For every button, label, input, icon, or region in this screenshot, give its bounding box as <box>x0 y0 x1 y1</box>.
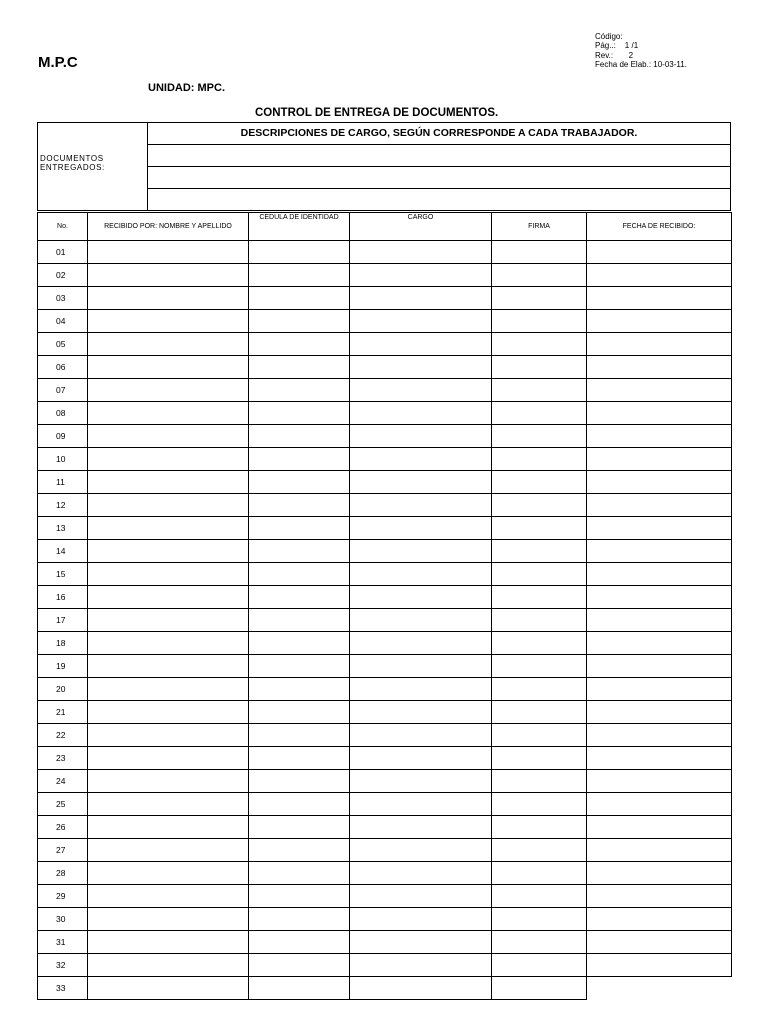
cell-received-date[interactable] <box>587 563 732 586</box>
row-number: 02 <box>38 264 88 287</box>
row-number: 31 <box>38 931 88 954</box>
table-row <box>38 517 732 540</box>
row-number: 26 <box>38 816 88 839</box>
row-number: 28 <box>38 862 88 885</box>
cell-signature[interactable] <box>492 885 587 908</box>
row-number: 05 <box>38 333 88 356</box>
row-number: 19 <box>38 655 88 678</box>
table-row <box>38 747 732 770</box>
table-row <box>38 310 732 333</box>
cell-received-by[interactable] <box>88 931 249 954</box>
row-number: 10 <box>38 448 88 471</box>
cell-received-date[interactable] <box>587 609 732 632</box>
row-number: 20 <box>38 678 88 701</box>
cell-id-card[interactable] <box>249 471 350 494</box>
table-row <box>38 655 732 678</box>
table-row <box>38 609 732 632</box>
cell-signature[interactable] <box>492 724 587 747</box>
cell-signature[interactable] <box>492 425 587 448</box>
cell-position[interactable] <box>350 540 492 563</box>
cell-received-by[interactable] <box>88 517 249 540</box>
cell-received-by[interactable] <box>88 747 249 770</box>
table-row <box>38 793 732 816</box>
table-row <box>38 724 732 747</box>
cell-received-date[interactable] <box>587 310 732 333</box>
table-row <box>38 494 732 517</box>
table-row <box>38 264 732 287</box>
cell-received-date[interactable] <box>587 425 732 448</box>
cell-received-date[interactable] <box>587 747 732 770</box>
cell-position[interactable] <box>350 517 492 540</box>
cell-received-date[interactable] <box>587 954 732 977</box>
row-number: 14 <box>38 540 88 563</box>
row-number: 23 <box>38 747 88 770</box>
cell-id-card[interactable] <box>249 701 350 724</box>
cell-received-by[interactable] <box>88 287 249 310</box>
cell-id-card[interactable] <box>249 241 350 264</box>
cell-received-date[interactable] <box>587 402 732 425</box>
cell-received-date[interactable] <box>587 632 732 655</box>
cell-id-card[interactable] <box>249 770 350 793</box>
table-row <box>38 241 732 264</box>
row-number: 22 <box>38 724 88 747</box>
cell-received-by[interactable] <box>88 241 249 264</box>
cell-signature[interactable] <box>492 586 587 609</box>
meta-date: Fecha de Elab.: 10-03-11. <box>595 60 687 70</box>
cell-signature[interactable] <box>492 540 587 563</box>
cell-position[interactable] <box>350 931 492 954</box>
row-number: 21 <box>38 701 88 724</box>
cell-id-card[interactable] <box>249 908 350 931</box>
meta-code: Código: <box>595 32 623 41</box>
cell-received-date[interactable] <box>587 241 732 264</box>
cell-received-date[interactable] <box>587 862 732 885</box>
table-row <box>38 471 732 494</box>
delivery-table <box>37 212 732 1000</box>
cell-id-card[interactable] <box>249 563 350 586</box>
cell-position[interactable] <box>350 241 492 264</box>
table-row <box>38 770 732 793</box>
column-header-received-by: RECIBIDO POR: NOMBRE Y APELLIDO <box>88 213 249 241</box>
table-row <box>38 678 732 701</box>
cell-signature[interactable] <box>492 770 587 793</box>
cell-position[interactable] <box>350 310 492 333</box>
cell-id-card[interactable] <box>249 793 350 816</box>
description-line[interactable] <box>148 189 730 211</box>
cell-received-by[interactable] <box>88 333 249 356</box>
row-number: 30 <box>38 908 88 931</box>
cell-received-date[interactable] <box>587 724 732 747</box>
cell-received-date[interactable] <box>587 264 732 287</box>
cell-signature[interactable] <box>492 862 587 885</box>
cell-signature[interactable] <box>492 333 587 356</box>
cell-signature[interactable] <box>492 931 587 954</box>
cell-received-by[interactable] <box>88 862 249 885</box>
cell-received-by[interactable] <box>88 310 249 333</box>
cell-signature[interactable] <box>492 517 587 540</box>
cell-position[interactable] <box>350 586 492 609</box>
cell-received-date[interactable] <box>587 471 732 494</box>
row-number: 27 <box>38 839 88 862</box>
cell-id-card[interactable] <box>249 264 350 287</box>
cell-id-card[interactable] <box>249 977 350 1000</box>
table-row <box>38 908 732 931</box>
cell-signature[interactable] <box>492 632 587 655</box>
cell-signature[interactable] <box>492 471 587 494</box>
cell-id-card[interactable] <box>249 724 350 747</box>
cell-id-card[interactable] <box>249 885 350 908</box>
document-metadata <box>595 32 687 70</box>
row-number: 03 <box>38 287 88 310</box>
table-row <box>38 862 732 885</box>
cell-position[interactable] <box>350 770 492 793</box>
table-row <box>38 586 732 609</box>
cell-received-by[interactable] <box>88 908 249 931</box>
cell-position[interactable] <box>350 655 492 678</box>
cell-signature[interactable] <box>492 655 587 678</box>
cell-received-date[interactable] <box>587 494 732 517</box>
cell-position[interactable] <box>350 563 492 586</box>
description-line[interactable] <box>148 167 730 189</box>
cell-received-date[interactable] <box>587 977 732 1000</box>
cell-id-card[interactable] <box>249 517 350 540</box>
cell-id-card[interactable] <box>249 540 350 563</box>
cell-received-by[interactable] <box>88 448 249 471</box>
cell-received-by[interactable] <box>88 885 249 908</box>
cell-position[interactable] <box>350 747 492 770</box>
cell-received-date[interactable] <box>587 816 732 839</box>
cell-position[interactable] <box>350 264 492 287</box>
cell-signature[interactable] <box>492 356 587 379</box>
row-number: 16 <box>38 586 88 609</box>
cell-position[interactable] <box>350 287 492 310</box>
cell-signature[interactable] <box>492 701 587 724</box>
cell-position[interactable] <box>350 609 492 632</box>
cell-position[interactable] <box>350 402 492 425</box>
cell-received-date[interactable] <box>587 908 732 931</box>
description-header: DESCRIPCIONES DE CARGO, SEGÚN CORRESPONDE A CADA TRABAJADOR. <box>148 123 730 145</box>
cell-position[interactable] <box>350 333 492 356</box>
row-number: 07 <box>38 379 88 402</box>
cell-signature[interactable] <box>492 402 587 425</box>
cell-signature[interactable] <box>492 494 587 517</box>
cell-position[interactable] <box>350 471 492 494</box>
cell-id-card[interactable] <box>249 954 350 977</box>
cell-position[interactable] <box>350 701 492 724</box>
cell-position[interactable] <box>350 356 492 379</box>
cell-received-by[interactable] <box>88 425 249 448</box>
cell-received-date[interactable] <box>587 839 732 862</box>
cell-received-by[interactable] <box>88 540 249 563</box>
row-number: 29 <box>38 885 88 908</box>
column-header-received-date: FECHA DE RECIBIDO: <box>587 213 732 241</box>
column-header-position: CARGO <box>350 213 492 241</box>
cell-received-date[interactable] <box>587 586 732 609</box>
cell-id-card[interactable] <box>249 655 350 678</box>
cell-signature[interactable] <box>492 816 587 839</box>
cell-position[interactable] <box>350 678 492 701</box>
cell-received-date[interactable] <box>587 517 732 540</box>
description-lines <box>148 123 730 210</box>
cell-signature[interactable] <box>492 264 587 287</box>
cell-received-by[interactable] <box>88 379 249 402</box>
row-number: 08 <box>38 402 88 425</box>
unit-label: UNIDAD: MPC. <box>148 82 225 94</box>
cell-id-card[interactable] <box>249 586 350 609</box>
cell-received-by[interactable] <box>88 586 249 609</box>
cell-received-date[interactable] <box>587 448 732 471</box>
cell-position[interactable] <box>350 885 492 908</box>
cell-received-date[interactable] <box>587 793 732 816</box>
table-row <box>38 977 732 1000</box>
cell-id-card[interactable] <box>249 678 350 701</box>
cell-signature[interactable] <box>492 310 587 333</box>
cell-received-date[interactable] <box>587 770 732 793</box>
cell-received-date[interactable] <box>587 931 732 954</box>
cell-signature[interactable] <box>492 379 587 402</box>
cell-position[interactable] <box>350 379 492 402</box>
row-number: 06 <box>38 356 88 379</box>
cell-position[interactable] <box>350 494 492 517</box>
cell-received-date[interactable] <box>587 379 732 402</box>
table-row <box>38 333 732 356</box>
cell-id-card[interactable] <box>249 862 350 885</box>
cell-position[interactable] <box>350 839 492 862</box>
table-row <box>38 954 732 977</box>
cell-received-by[interactable] <box>88 609 249 632</box>
cell-id-card[interactable] <box>249 816 350 839</box>
cell-received-by[interactable] <box>88 839 249 862</box>
cell-received-by[interactable] <box>88 977 249 1000</box>
cell-id-card[interactable] <box>249 356 350 379</box>
table-row <box>38 356 732 379</box>
description-line[interactable] <box>148 145 730 167</box>
cell-signature[interactable] <box>492 678 587 701</box>
row-number: 12 <box>38 494 88 517</box>
table-row <box>38 379 732 402</box>
cell-received-by[interactable] <box>88 494 249 517</box>
row-number: 01 <box>38 241 88 264</box>
table-row <box>38 931 732 954</box>
cell-received-date[interactable] <box>587 885 732 908</box>
cell-received-by[interactable] <box>88 770 249 793</box>
table-row <box>38 885 732 908</box>
column-header-id-card: CEDULA DE IDENTIDAD <box>249 213 350 241</box>
table-row <box>38 839 732 862</box>
cell-received-date[interactable] <box>587 701 732 724</box>
row-number: 33 <box>38 977 88 1000</box>
cell-received-by[interactable] <box>88 264 249 287</box>
organization-name: M.P.C <box>38 54 78 71</box>
meta-page: Pág..: 1 /1 <box>595 41 639 51</box>
cell-id-card[interactable] <box>249 333 350 356</box>
documents-delivered-label-cell <box>38 123 148 210</box>
table-row <box>38 402 732 425</box>
cell-position[interactable] <box>350 448 492 471</box>
cell-id-card[interactable] <box>249 310 350 333</box>
cell-received-by[interactable] <box>88 632 249 655</box>
cell-id-card[interactable] <box>249 379 350 402</box>
cell-received-by[interactable] <box>88 655 249 678</box>
cell-received-by[interactable] <box>88 356 249 379</box>
cell-received-date[interactable] <box>587 655 732 678</box>
cell-id-card[interactable] <box>249 839 350 862</box>
cell-id-card[interactable] <box>249 287 350 310</box>
cell-position[interactable] <box>350 908 492 931</box>
cell-signature[interactable] <box>492 747 587 770</box>
cell-received-date[interactable] <box>587 287 732 310</box>
cell-received-by[interactable] <box>88 724 249 747</box>
cell-id-card[interactable] <box>249 402 350 425</box>
cell-signature[interactable] <box>492 609 587 632</box>
cell-id-card[interactable] <box>249 632 350 655</box>
table-row <box>38 701 732 724</box>
cell-received-by[interactable] <box>88 678 249 701</box>
table-row <box>38 425 732 448</box>
cell-position[interactable] <box>350 816 492 839</box>
row-number: 11 <box>38 471 88 494</box>
cell-received-by[interactable] <box>88 816 249 839</box>
row-number: 25 <box>38 793 88 816</box>
row-number: 15 <box>38 563 88 586</box>
cell-received-by[interactable] <box>88 563 249 586</box>
table-row <box>38 287 732 310</box>
cell-received-date[interactable] <box>587 678 732 701</box>
cell-position[interactable] <box>350 954 492 977</box>
cell-received-date[interactable] <box>587 540 732 563</box>
cell-signature[interactable] <box>492 563 587 586</box>
row-number: 32 <box>38 954 88 977</box>
row-number: 04 <box>38 310 88 333</box>
table-row <box>38 632 732 655</box>
table-row <box>38 816 732 839</box>
cell-signature[interactable] <box>492 908 587 931</box>
column-header-number: No. <box>38 213 88 241</box>
documents-delivered-label: DOCUMENTOS ENTREGADOS: <box>40 154 105 172</box>
cell-id-card[interactable] <box>249 747 350 770</box>
cell-position[interactable] <box>350 632 492 655</box>
cell-signature[interactable] <box>492 839 587 862</box>
table-row <box>38 448 732 471</box>
table-header-row <box>38 213 732 241</box>
cell-position[interactable] <box>350 793 492 816</box>
table-row <box>38 563 732 586</box>
cell-received-by[interactable] <box>88 471 249 494</box>
cell-signature[interactable] <box>492 977 587 1000</box>
cell-received-by[interactable] <box>88 402 249 425</box>
row-number: 24 <box>38 770 88 793</box>
documents-delivered-block <box>37 122 731 211</box>
row-number: 09 <box>38 425 88 448</box>
cell-received-date[interactable] <box>587 356 732 379</box>
cell-signature[interactable] <box>492 793 587 816</box>
cell-id-card[interactable] <box>249 448 350 471</box>
row-number: 18 <box>38 632 88 655</box>
cell-position[interactable] <box>350 425 492 448</box>
row-number: 13 <box>38 517 88 540</box>
meta-revision: Rev.: 2 <box>595 50 634 60</box>
cell-received-by[interactable] <box>88 954 249 977</box>
cell-id-card[interactable] <box>249 931 350 954</box>
cell-signature[interactable] <box>492 954 587 977</box>
cell-received-date[interactable] <box>587 333 732 356</box>
cell-signature[interactable] <box>492 241 587 264</box>
cell-signature[interactable] <box>492 287 587 310</box>
cell-id-card[interactable] <box>249 425 350 448</box>
row-number: 17 <box>38 609 88 632</box>
cell-position[interactable] <box>350 724 492 747</box>
column-header-signature: FIRMA <box>492 213 587 241</box>
table-row <box>38 540 732 563</box>
cell-received-by[interactable] <box>88 701 249 724</box>
cell-position[interactable] <box>350 977 492 1000</box>
cell-received-by[interactable] <box>88 793 249 816</box>
cell-position[interactable] <box>350 862 492 885</box>
cell-id-card[interactable] <box>249 609 350 632</box>
form-title: CONTROL DE ENTREGA DE DOCUMENTOS. <box>255 107 499 119</box>
cell-id-card[interactable] <box>249 494 350 517</box>
cell-signature[interactable] <box>492 448 587 471</box>
